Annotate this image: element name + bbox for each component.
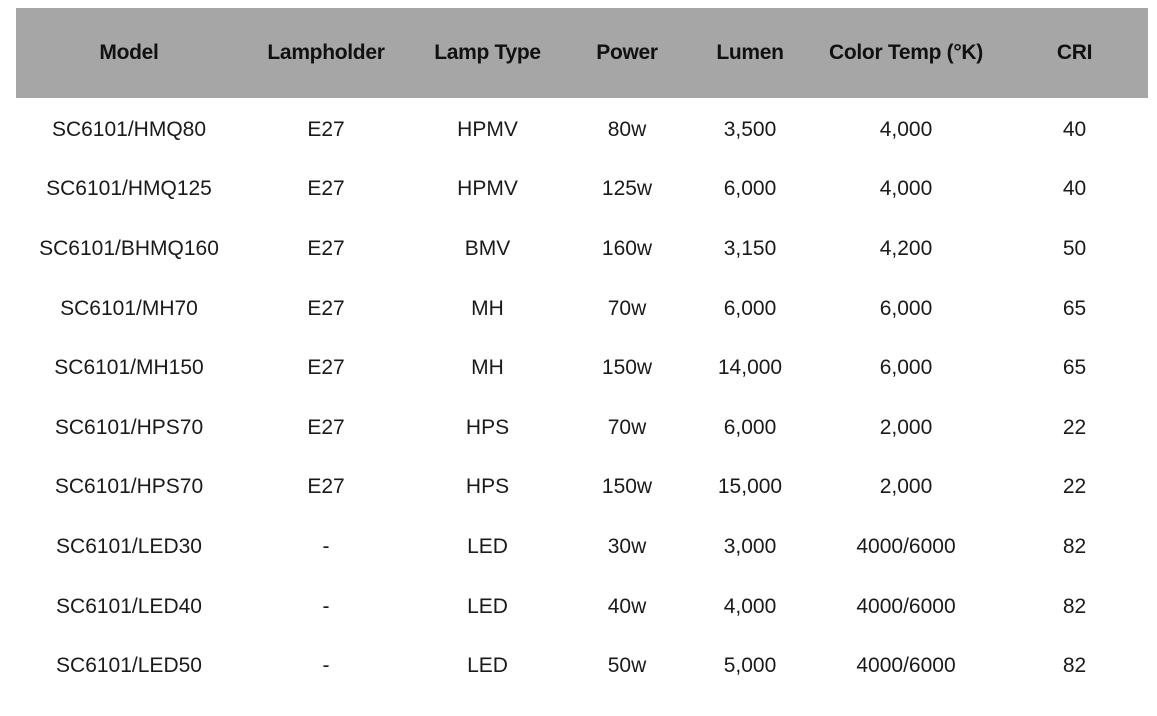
header-row — [16, 8, 1148, 98]
cell-lumen: 6,000 — [723, 296, 777, 320]
cell-lumen: 6,000 — [723, 415, 777, 439]
cell-lampholder: E27 — [307, 177, 345, 201]
cell-cri: 40 — [1062, 177, 1087, 201]
cell-lampholder: E27 — [307, 356, 345, 380]
table-row — [16, 517, 1148, 577]
cell-lumen: 4,000 — [723, 594, 777, 618]
header-power: Power — [596, 41, 658, 64]
cell-model: SC6101/BHMQ160 — [39, 236, 219, 260]
cell-model: SC6101/HPS70 — [54, 475, 204, 499]
table-row — [16, 458, 1148, 518]
cell-color-temp: 2,000 — [879, 415, 933, 439]
cell-color-temp: 4,000 — [879, 117, 933, 141]
cell-lumen: 3,500 — [723, 117, 777, 141]
cell-lamp-type: BMV — [464, 236, 511, 260]
cell-power: 150w — [601, 475, 653, 499]
table-row — [16, 636, 1148, 696]
cell-lumen: 15,000 — [717, 475, 783, 499]
cell-lamp-type: HPS — [465, 475, 510, 499]
header-lamp-type: Lamp Type — [434, 41, 541, 64]
cell-lampholder: E27 — [307, 415, 345, 439]
cell-color-temp: 4,200 — [879, 236, 933, 260]
cell-color-temp: 4000/6000 — [856, 534, 956, 558]
cell-power: 160w — [601, 236, 653, 260]
cell-power: 30w — [607, 534, 647, 558]
cell-lamp-type: LED — [467, 654, 508, 678]
cell-cri: 82 — [1062, 654, 1087, 678]
cell-power: 40w — [607, 594, 647, 618]
cell-lumen: 3,150 — [723, 236, 777, 260]
cell-cri: 82 — [1062, 594, 1087, 618]
table-body — [16, 98, 1148, 696]
cell-model: SC6101/HMQ80 — [51, 117, 207, 141]
cell-cri: 22 — [1062, 415, 1087, 439]
table-row — [16, 338, 1148, 398]
cell-lamp-type: HPS — [465, 415, 510, 439]
cell-lamp-type: MH — [471, 296, 504, 320]
lamp-spec-table — [16, 8, 1148, 696]
cell-model: SC6101/LED30 — [56, 534, 202, 558]
cell-lampholder: E27 — [307, 296, 345, 320]
cell-model: SC6101/HMQ125 — [46, 177, 212, 201]
cell-cri: 40 — [1062, 117, 1087, 141]
header-cri: CRI — [1056, 41, 1093, 64]
cell-power: 80w — [607, 117, 647, 141]
cell-cri: 65 — [1062, 296, 1087, 320]
cell-lumen: 5,000 — [723, 654, 777, 678]
table-row — [16, 98, 1148, 160]
cell-lamp-type: HPMV — [457, 117, 518, 141]
cell-color-temp: 4,000 — [879, 177, 933, 201]
header-color-temp: Color Temp (°K) — [829, 41, 983, 64]
cell-model: SC6101/LED50 — [56, 654, 202, 678]
header-model: Model — [99, 41, 159, 64]
table-header — [16, 8, 1148, 98]
cell-power: 70w — [607, 296, 647, 320]
cell-color-temp: 4000/6000 — [856, 594, 956, 618]
cell-lamp-type: MH — [471, 356, 504, 380]
cell-lumen: 14,000 — [717, 356, 783, 380]
cell-power: 150w — [601, 356, 653, 380]
cell-cri: 65 — [1062, 356, 1087, 380]
table-row — [16, 219, 1148, 279]
cell-lampholder: - — [322, 594, 330, 618]
cell-lumen: 6,000 — [723, 177, 777, 201]
cell-power: 70w — [607, 415, 647, 439]
cell-lamp-type: LED — [467, 534, 508, 558]
cell-lampholder: E27 — [307, 475, 345, 499]
cell-lumen: 3,000 — [723, 534, 777, 558]
cell-model: SC6101/LED40 — [56, 594, 202, 618]
cell-cri: 50 — [1062, 236, 1087, 260]
table-row — [16, 279, 1148, 339]
table-row — [16, 577, 1148, 637]
cell-cri: 22 — [1062, 475, 1087, 499]
cell-color-temp: 4000/6000 — [856, 654, 956, 678]
cell-lampholder: E27 — [307, 117, 345, 141]
cell-color-temp: 6,000 — [879, 356, 933, 380]
cell-power: 125w — [601, 177, 653, 201]
cell-model: SC6101/MH70 — [60, 296, 198, 320]
table-row — [16, 160, 1148, 220]
cell-lampholder: - — [322, 654, 330, 678]
cell-lamp-type: HPMV — [457, 177, 518, 201]
spec-table-container — [16, 8, 1148, 696]
cell-power: 50w — [607, 654, 647, 678]
cell-lampholder: E27 — [307, 236, 345, 260]
table-row — [16, 398, 1148, 458]
cell-model: SC6101/HPS70 — [54, 415, 204, 439]
cell-lampholder: - — [322, 534, 330, 558]
cell-color-temp: 6,000 — [879, 296, 933, 320]
cell-lamp-type: LED — [467, 594, 508, 618]
cell-color-temp: 2,000 — [879, 475, 933, 499]
header-lampholder: Lampholder — [267, 41, 385, 64]
header-lumen: Lumen — [716, 41, 784, 64]
cell-model: SC6101/MH150 — [54, 356, 204, 380]
cell-cri: 82 — [1062, 534, 1087, 558]
